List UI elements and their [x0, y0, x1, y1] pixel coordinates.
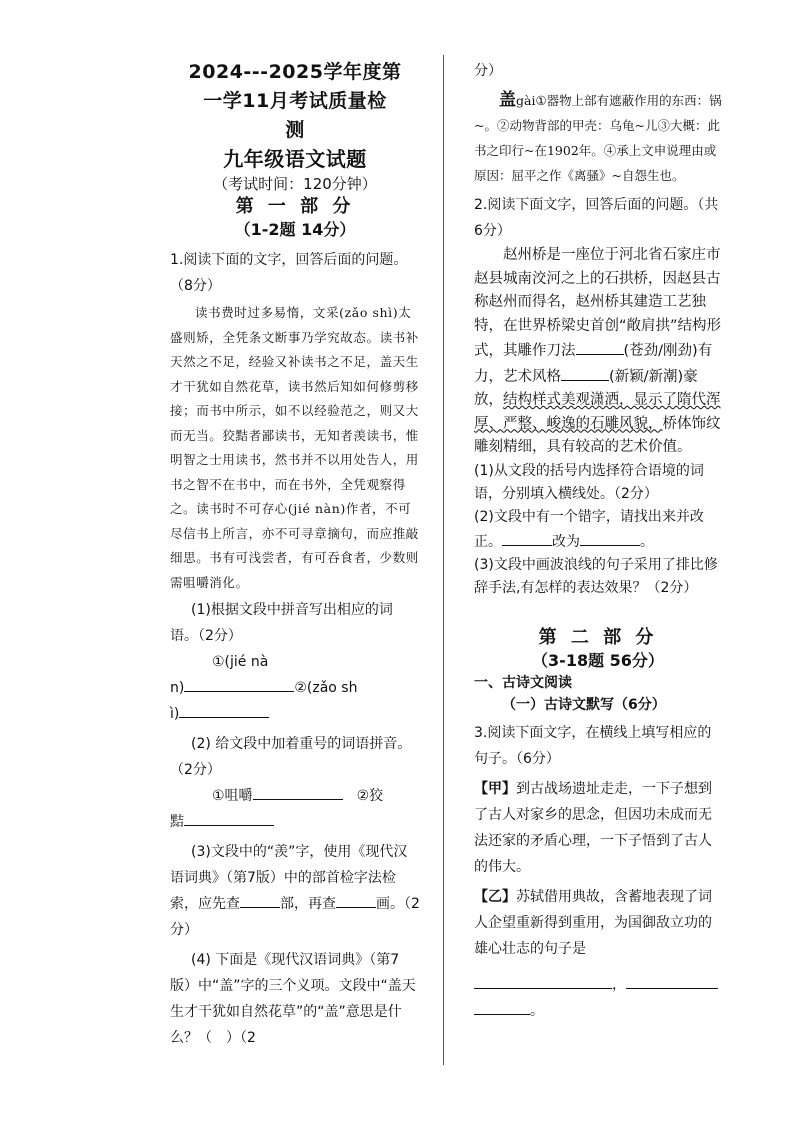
answer-blank[interactable] [576, 338, 624, 355]
q3-jia-text: 到古战场遗址走走，一下子想到了古人对家乡的思念，但因功未成而无法还家的矛盾心理，一下子悟到了古人的伟大。 [474, 780, 712, 875]
question-2 [474, 192, 722, 600]
q1-passage: 读书费时过多易惰，文采(zǎo shì)太盛则矫，全凭条文断事乃学究故态。读书补天然之不足，经验又补读书之不足，盖天生才干犹如自然花草，读书然后知如何修剪移接；而书中所示，如不以经验范之，则又大而无当。狡黠者鄙读书，无知者羡读书，惟明智之士用读书，然书并不以用处告人，用书之智不在书中，而在书外，全凭观察得之。读书时不可存心(jié nàn)作者，不可尽信书上所言，亦不可寻章摘句，而应推敲细思。书有可浅尝者，有可吞食者，少数则需咀嚼消化。 [170, 305, 419, 590]
dict-senses: gài①器物上部有遮蔽作用的东西：锅~。②动物背部的甲壳：乌龟~儿③大概：此书之印行~在1902年。④承上文申说理由或原因：屈平之作《离骚》~自怨生也。 [474, 93, 722, 183]
q1-sub2-line [170, 783, 420, 809]
answer-blank[interactable] [184, 809, 274, 826]
title-line: 一学11月考试质量检 [203, 90, 387, 112]
q3-comma: ， [612, 976, 626, 993]
q2-sub2-text: (2)文段中有一个错字，请找出来并改正。 [474, 508, 704, 550]
answer-blank[interactable] [179, 701, 269, 718]
part2-subtitle: （3-18题 56分） [532, 650, 664, 670]
q2-sub2-text: 改为 [552, 533, 580, 550]
title-line: 测 [285, 119, 305, 141]
question-3 [474, 720, 722, 1024]
q3-answer-line2 [474, 998, 722, 1024]
pinyin-b-end: ì) [170, 706, 180, 722]
answer-blank[interactable] [336, 891, 376, 908]
q2-passage [474, 244, 722, 460]
subject-title: 九年级语文试题 [223, 147, 367, 171]
q1-stem: 1.阅读下面的文字，回答后面的问题。（8分） [170, 252, 408, 294]
q2-text: 桥体饰纹雕刻精细，具有较高的艺术价值。 [474, 415, 721, 455]
q2-option-1: (苍劲/刚劲)有力，艺术风格 [474, 343, 713, 385]
q1-sub1-line [170, 675, 420, 701]
q2-sub2 [474, 506, 722, 554]
q3-end: 。 [530, 1002, 544, 1019]
answer-blank[interactable] [474, 998, 530, 1015]
q1-sub1-line2 [170, 701, 420, 727]
pinyin-a-end: n) [170, 680, 185, 696]
q2-option-2: (新颖/新潮)豪放， [474, 368, 698, 408]
word-b-end: 黠 [170, 814, 184, 830]
answer-blank[interactable] [580, 529, 640, 546]
q1-sub3-text: 画。（2分） [170, 896, 420, 938]
q2-sub3: (3)文段中画波浪线的句子采用了排比修辞手法,有怎样的表达效果？（2分） [474, 556, 718, 596]
answer-blank[interactable] [184, 675, 294, 692]
right-column [474, 58, 722, 1024]
q3-answer-line [474, 972, 722, 998]
section-1-subtitle: （一）古诗文默写（6分） [502, 696, 666, 713]
q1-sub2-line2 [170, 809, 420, 835]
word-a: ①咀嚼 [212, 788, 253, 804]
q1-sub1-a [170, 649, 420, 675]
column-divider [443, 55, 444, 1065]
question-1 [170, 247, 420, 1051]
part2-header [474, 626, 722, 672]
q2-stem: 2.阅读下面文字，回答后面的问题。（共6分） [474, 197, 719, 239]
answer-blank[interactable] [474, 972, 612, 989]
q2-sub1: (1)从文段的括号内选择符合语境的词语，分别填入横线处。（2分） [474, 462, 704, 502]
answer-blank[interactable] [240, 891, 280, 908]
title-line: 2024---2025学年度第 [188, 61, 402, 83]
part1-title: 第 一 部 分 [235, 196, 355, 217]
q3-yi-text: 苏轼借用典故，含蓄地表现了词人企望重新得到重用，为国御敌立功的雄心壮志的句子是 [474, 888, 712, 957]
answer-blank[interactable] [502, 529, 552, 546]
q2-wavy-sentence: 结构样式美观潇洒，显示了隋代浑厚、严整、峻逸的石雕风貌， [474, 392, 721, 432]
word-b: ②狡 [356, 788, 384, 804]
q3-stem: 3.阅读下面文字，在横线上填写相应的句子。（6分） [474, 724, 712, 767]
answer-blank[interactable] [253, 783, 343, 800]
left-column [170, 58, 420, 1051]
part1-subtitle: （1-2题 14分） [234, 220, 356, 239]
q3-yi [474, 884, 722, 962]
exam-time: （考试时间：120分钟） [213, 175, 377, 193]
answer-blank[interactable] [626, 972, 718, 989]
q2-text: 赵州桥是一座位于河北省石家庄市赵县城南洨河之上的石拱桥，因赵县古称赵州而得名，赵州桥其建造工艺独特，在世界桥梁史首创“敞肩拱”结构形式，其雕作刀法 [474, 247, 722, 359]
exam-title [170, 58, 420, 145]
part2-title: 第 二 部 分 [538, 626, 658, 648]
q3-jia-tag: 【甲】 [474, 780, 516, 797]
q2-sub2-text: 。 [640, 533, 654, 550]
section-1-title: 一、古诗文阅读 [474, 674, 572, 691]
q1-sub4: (4) 下面是《现代汉语词典》（第7版）中“盖”字的三个义项。文段中“盖天生才干犹如自然花草”的“盖”意思是什么？（ ）（2 [170, 952, 416, 1046]
q1-sub2: (2) 给文段中加着重号的词语拼音。（2分） [170, 736, 412, 778]
q3-jia [474, 776, 722, 880]
q1-sub4-cont: 分） [474, 63, 502, 79]
q1-sub3-text: (3)文段中的“羡”字，使用《现代汉语词典》（第7版）中的部首检字法检索，应先查 [170, 844, 408, 912]
q1-sub3 [170, 839, 420, 943]
pinyin-a: ①(jié nà [212, 654, 269, 670]
q3-yi-tag: 【乙】 [474, 888, 516, 905]
q1-sub1: (1)根据文段中拼音写出相应的词语。（2分） [170, 602, 393, 644]
dict-headword: 盖 [499, 90, 516, 110]
answer-blank[interactable] [561, 364, 609, 381]
dictionary-entry [474, 88, 722, 188]
pinyin-b: ②(zǎo sh [294, 680, 358, 696]
q1-sub3-text: 部，再查 [280, 896, 336, 912]
